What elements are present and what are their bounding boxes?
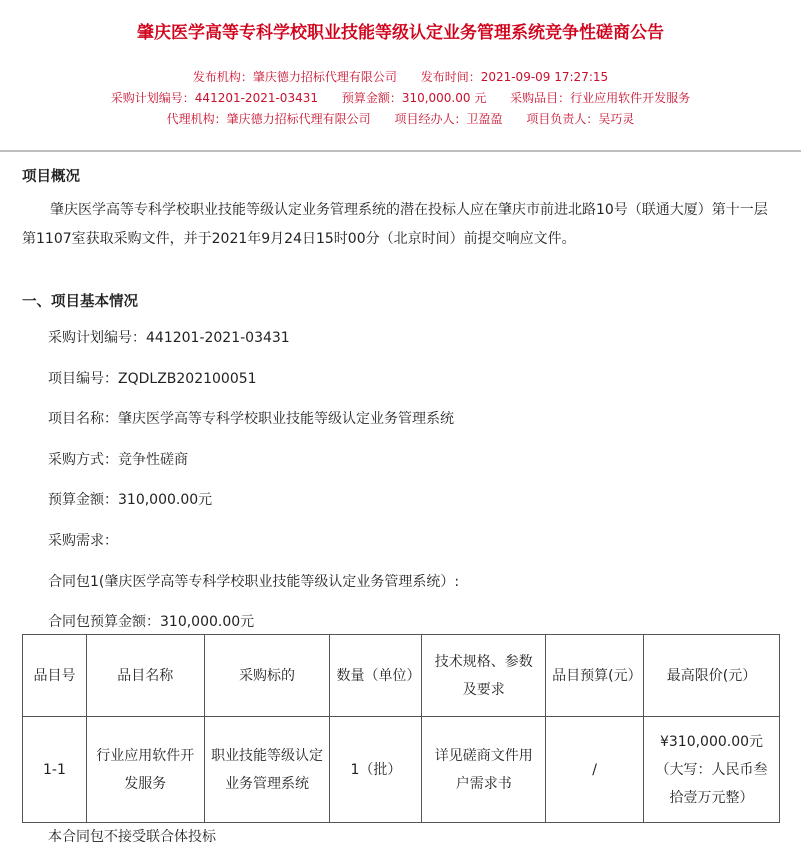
table-header-row	[23, 635, 780, 717]
section1-heading: 一、项目基本情况	[22, 294, 138, 310]
project-lead: 项目负责人：吴巧灵	[526, 112, 635, 126]
table-row	[23, 717, 780, 823]
plan-number: 采购计划编号：441201-2021-03431	[110, 91, 318, 105]
table-cell: ¥310,000.00元（大写：人民币叁拾壹万元整）	[644, 717, 780, 823]
budget-amount: 预算金额：310,000.00 元	[341, 91, 487, 105]
contract-package-line: 合同包1(肇庆医学高等专科学校职业技能等级认定业务管理系统）:	[48, 574, 460, 590]
procurement-method-line: 采购方式：竞争性磋商	[48, 452, 188, 468]
requirements-line: 采购需求：	[48, 533, 118, 549]
table-header: 品目名称	[86, 635, 204, 717]
table-header: 数量（单位）	[330, 635, 422, 717]
table-cell: 职业技能等级认定业务管理系统	[204, 717, 330, 823]
header-divider	[0, 150, 801, 152]
publish-time: 发布时间：2021-09-09 17:27:15	[420, 70, 609, 84]
table-cell: 1-1	[23, 717, 87, 823]
budget-line: 预算金额：310,000.00元	[48, 492, 213, 508]
table-header: 采购标的	[204, 635, 330, 717]
meta-row-2	[0, 89, 801, 106]
project-name-line: 项目名称：肇庆医学高等专科学校职业技能等级认定业务管理系统	[48, 411, 454, 427]
table-header: 品目号	[23, 635, 87, 717]
table-header: 最高限价(元）	[644, 635, 780, 717]
table-cell: /	[546, 717, 644, 823]
package-budget-line: 合同包预算金额：310,000.00元	[48, 614, 255, 630]
handler: 项目经办人：卫盈盈	[394, 112, 503, 126]
procurement-item: 采购品目：行业应用软件开发服务	[510, 91, 691, 105]
meta-row-1	[0, 68, 801, 85]
meta-row-3	[0, 110, 801, 127]
publisher: 发布机构：肇庆德力招标代理有限公司	[192, 70, 397, 84]
table-cell: 行业应用软件开发服务	[86, 717, 204, 823]
agency: 代理机构：肇庆德力招标代理有限公司	[166, 112, 371, 126]
table-header: 技术规格、参数及要求	[422, 635, 546, 717]
procurement-table	[22, 634, 780, 823]
project-number-line: 项目编号：ZQDLZB202100051	[48, 371, 257, 387]
notice-title: 肇庆医学高等专科学校职业技能等级认定业务管理系统竞争性磋商公告	[137, 23, 664, 43]
table-cell: 详见磋商文件用户需求书	[422, 717, 546, 823]
overview-text: 肇庆医学高等专科学校职业技能等级认定业务管理系统的潜在投标人应在肇庆市前进北路10号（联通大厦）第十一层第1107室获取采购文件，并于2021年9月24日15时00分（北京时间）前提交响应文件。	[22, 202, 768, 247]
table-header: 品目预算(元）	[546, 635, 644, 717]
footer-note: 本合同包不接受联合体投标	[48, 829, 216, 845]
plan-number-line: 采购计划编号：441201-2021-03431	[48, 330, 290, 346]
table-cell: 1（批）	[330, 717, 422, 823]
overview-heading: 项目概况	[22, 169, 80, 185]
